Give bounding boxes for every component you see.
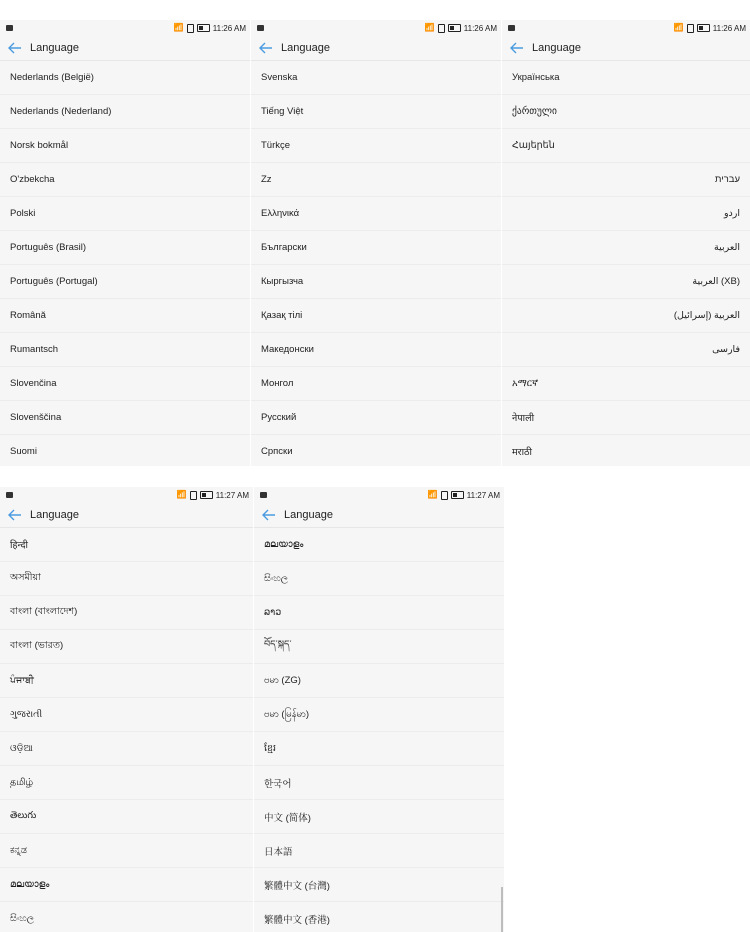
language-item[interactable] [0,367,250,401]
screen-2 [251,20,501,466]
language-list [254,528,504,932]
language-item[interactable] [0,562,253,596]
language-label: Português (Portugal) [10,276,98,287]
sim-icon [438,24,445,33]
wifi-icon: 📶 [424,23,435,32]
language-label: বাংলা (বাংলাদেশ) [10,606,78,617]
language-label: O'zbekcha [10,174,55,185]
back-button[interactable] [251,42,281,54]
language-label: Српски [261,446,293,457]
scrollbar[interactable] [501,887,503,932]
language-item[interactable] [251,197,501,231]
language-label: ខ្មែរ [264,742,277,754]
language-item[interactable] [254,664,504,698]
status-bar [0,487,253,503]
arrow-left-icon [262,509,276,521]
image-icon [6,492,13,498]
wifi-icon: 📶 [173,23,184,32]
language-item[interactable] [502,61,750,95]
language-item[interactable] [502,197,750,231]
language-list [0,528,253,932]
language-label: Монгол [261,378,294,389]
language-label: සිංහල [10,913,34,924]
language-label: ဗမာ (ZG) [264,674,301,686]
language-item[interactable] [0,333,250,367]
status-time: 11:27 AM [215,490,249,500]
language-label: Nederlands (België) [10,72,94,83]
language-label: Български [261,242,307,253]
language-item[interactable] [502,163,750,197]
language-label: Slovenčina [10,378,57,389]
language-item[interactable] [0,129,250,163]
language-label: Română [10,310,46,321]
status-bar [251,20,501,36]
language-item[interactable] [0,197,250,231]
arrow-left-icon [510,42,524,54]
language-label: ਪੰਜਾਬੀ [10,675,34,686]
language-label: Polski [10,208,36,219]
language-label: עברית [714,174,740,185]
language-item[interactable] [251,61,501,95]
sim-icon [190,491,197,500]
page-title: Language [30,42,79,54]
language-label: தமிழ் [10,776,34,788]
language-item[interactable] [251,95,501,129]
language-label: Ελληνικά [261,208,300,219]
status-time: 11:26 AM [463,23,497,33]
language-item[interactable] [0,231,250,265]
language-list [0,61,250,466]
language-item[interactable] [251,231,501,265]
language-label: অসমীয়া [10,572,41,583]
status-time: 11:26 AM [212,23,246,33]
language-label: Кыргызча [261,276,304,287]
battery-icon [197,24,210,32]
language-item[interactable] [251,163,501,197]
battery-icon [200,491,213,499]
back-button[interactable] [0,42,30,54]
language-item[interactable] [254,902,504,932]
page-title: Language [284,509,333,521]
language-label: मराठी [512,447,533,458]
page-title: Language [281,42,330,54]
language-label: Norsk bokmål [10,140,69,151]
status-bar [502,20,750,36]
language-label: Українська [512,72,560,83]
language-label: Nederlands (Nederland) [10,106,112,117]
image-icon [260,492,267,498]
language-label: ಕನ್ನಡ [10,845,27,856]
language-item[interactable] [0,902,253,932]
language-label: العربية (XB) [692,276,740,287]
language-item[interactable] [502,299,750,333]
language-label: 中文 (简体) [264,812,311,824]
battery-icon [451,491,464,499]
language-label: Հայերեն [512,140,555,151]
language-item[interactable] [254,766,504,800]
language-item[interactable] [254,800,504,834]
language-item[interactable] [0,265,250,299]
language-item[interactable] [254,596,504,630]
language-label: हिन्दी [10,540,28,551]
toolbar [0,36,250,61]
language-label: മലയാളം [264,539,304,550]
language-label: 繁體中文 (台灣) [264,880,330,892]
language-label: Русский [261,412,297,423]
language-item[interactable] [254,834,504,868]
language-item[interactable] [254,698,504,732]
language-item[interactable] [251,333,501,367]
image-icon [257,25,264,31]
language-item[interactable] [502,231,750,265]
language-item[interactable] [0,528,253,562]
language-label: العربية [714,242,740,253]
language-label: Svenska [261,72,298,83]
language-label: ລາວ [264,607,282,618]
toolbar [502,36,750,61]
language-label: Português (Brasil) [10,242,87,253]
toolbar [251,36,501,61]
language-label: తెలుగు [10,810,37,821]
language-label: Suomi [10,446,37,457]
wifi-icon: 📶 [673,23,684,32]
screen-4 [0,487,253,932]
language-item[interactable] [0,630,253,664]
page-title: Language [30,509,79,521]
language-item[interactable] [0,698,253,732]
language-item[interactable] [502,435,750,466]
language-label: සිංහල [264,573,288,584]
language-label: Tiếng Việt [261,106,304,117]
sim-icon [441,491,448,500]
battery-icon [448,24,461,32]
screen-3 [502,20,750,466]
language-label: فارسی [712,344,740,355]
language-item[interactable] [0,95,250,129]
status-time: 11:27 AM [466,490,500,500]
language-label: 繁體中文 (香港) [264,914,330,926]
language-item[interactable] [502,265,750,299]
language-label: ဗမာ (မြန်မာ) [264,708,309,720]
language-label: Zz [261,174,272,185]
arrow-left-icon [8,509,22,521]
language-item[interactable] [254,562,504,596]
language-label: বাংলা (ভারত) [10,640,64,651]
language-label: ଓଡ଼ିଆ [10,743,33,754]
status-time: 11:26 AM [712,23,746,33]
toolbar [254,503,504,528]
language-item[interactable] [251,265,501,299]
language-item[interactable] [502,367,750,401]
language-item[interactable] [0,401,250,435]
page-title: Language [532,42,581,54]
status-bar [254,487,504,503]
language-list [502,61,750,466]
image-icon [508,25,515,31]
language-item[interactable] [0,299,250,333]
back-button[interactable] [0,509,30,521]
language-label: اردو [723,208,740,219]
language-label: 日本語 [264,846,293,858]
sim-icon [687,24,694,33]
language-item[interactable] [251,401,501,435]
language-item[interactable] [0,61,250,95]
language-item[interactable] [0,732,253,766]
language-item[interactable] [0,163,250,197]
language-item[interactable] [502,333,750,367]
sim-icon [187,24,194,33]
image-icon [6,25,13,31]
language-label: العربية (إسرائيل) [673,310,740,321]
toolbar [0,503,253,528]
language-label: Македонски [261,344,314,355]
language-label: മലയാളം [10,879,50,890]
language-label: ગુજરાતી [10,709,43,720]
language-item[interactable] [251,299,501,333]
screen-1 [0,20,250,466]
language-item[interactable] [254,732,504,766]
language-item[interactable] [254,528,504,562]
language-item[interactable] [0,435,250,466]
language-list [251,61,501,466]
language-item[interactable] [254,868,504,902]
language-label: ქართული [512,106,557,117]
language-item[interactable] [254,630,504,664]
language-item[interactable] [0,596,253,630]
language-item[interactable] [0,664,253,698]
back-button[interactable] [254,509,284,521]
language-item[interactable] [0,868,253,902]
language-item[interactable] [502,401,750,435]
language-item[interactable] [502,129,750,163]
arrow-left-icon [8,42,22,54]
language-item[interactable] [251,435,501,466]
language-item[interactable] [0,834,253,868]
battery-icon [697,24,710,32]
language-label: 한국어 [264,778,292,790]
language-label: नेपाली [512,413,535,424]
language-item[interactable] [251,129,501,163]
language-label: Қазақ тілі [261,310,303,321]
screen-5 [254,487,504,932]
wifi-icon: 📶 [176,490,187,499]
back-button[interactable] [502,42,532,54]
language-label: Slovenščina [10,412,62,423]
language-item[interactable] [0,766,253,800]
language-label: Rumantsch [10,344,59,355]
arrow-left-icon [259,42,273,54]
wifi-icon: 📶 [427,490,438,499]
language-label: Türkçe [261,140,291,151]
language-item[interactable] [0,800,253,834]
status-bar [0,20,250,36]
language-item[interactable] [502,95,750,129]
language-label: አማርኛ [512,378,539,389]
language-label: བོད་སྐད་ [264,639,292,650]
language-item[interactable] [251,367,501,401]
